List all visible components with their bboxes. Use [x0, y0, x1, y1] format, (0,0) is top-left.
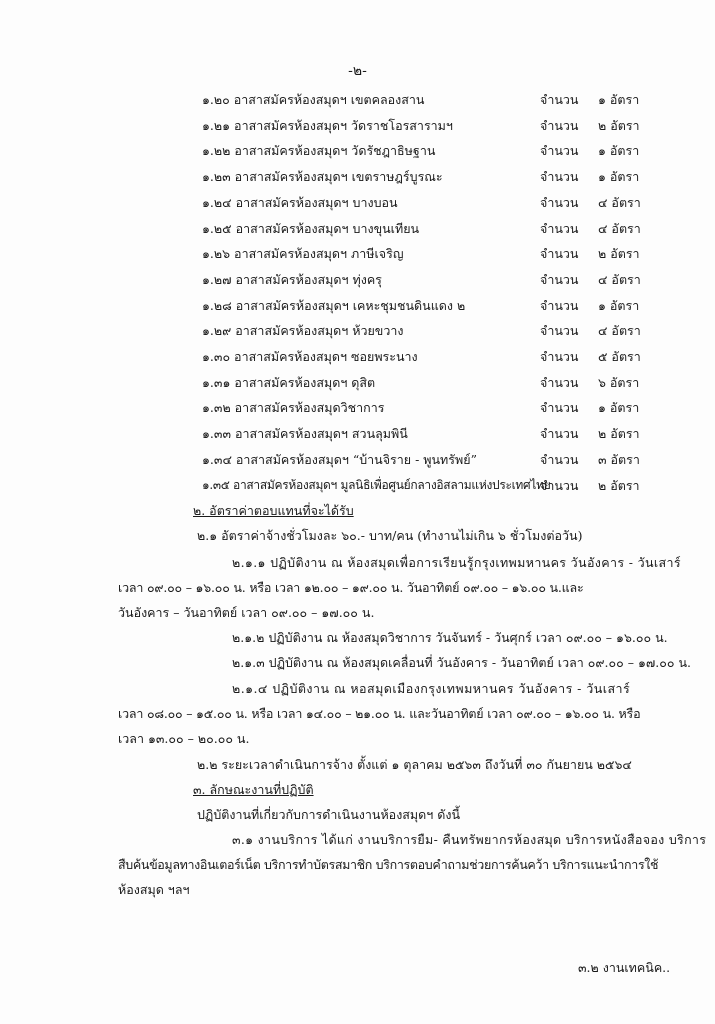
- work-schedule-2-1-1-line2: เวลา ๐๙.๐๐ – ๑๖.๐๐ น. หรือ เวลา ๑๒.๐๐ – ๑๙.๐๐ น. วันอาทิตย์ ๐๙.๐๐ – ๑๖.๐๐ น.และ: [118, 580, 584, 595]
- service-work-line2: สืบค้นข้อมูลทางอินเตอร์เน็ต บริการทำบัตรสมาชิก บริการตอบคำถามช่วยการค้นคว้า บริการแนะนำการใช้: [118, 857, 659, 872]
- service-work-line1: ๓.๑ งานบริการ ได้แก่ งานบริการยืม- คืนทรัพยากรห้องสมุด บริการหนังสือจอง บริการ: [232, 832, 707, 847]
- item-label: ๑.๓๓ อาสาสมัครห้องสมุดฯ สวนลุมพินี: [202, 426, 408, 441]
- item-count-word: จำนวน: [540, 375, 579, 390]
- item-label: ๑.๓๔ อาสาสมัครห้องสมุดฯ “บ้านจิราย - พูนทรัพย์”: [202, 452, 477, 467]
- item-count: ๕ อัตรา: [598, 349, 641, 364]
- section-3-intro: ปฏิบัติงานที่เกี่ยวกับการดำเนินงานห้องสมุดฯ ดังนี้: [197, 807, 461, 822]
- item-count-word: จำนวน: [540, 272, 579, 287]
- continuation-marker: ๓.๒ งานเทคนิค..: [578, 960, 671, 975]
- section-2-heading: ๒. อัตราค่าตอบแทนที่จะได้รับ: [193, 503, 354, 518]
- item-count-word: จำนวน: [540, 118, 579, 133]
- item-label: ๑.๒๙ อาสาสมัครห้องสมุดฯ ห้วยขวาง: [202, 323, 404, 338]
- service-work-line3: ห้องสมุด ฯลฯ: [118, 882, 190, 897]
- item-label: ๑.๒๑ อาสาสมัครห้องสมุดฯ วัดราชโอรสารามฯ: [202, 118, 453, 133]
- item-count-word: จำนวน: [540, 169, 579, 184]
- section-3-heading: ๓. ลักษณะงานที่ปฏิบัติ: [193, 782, 314, 797]
- item-count: ๒ อัตรา: [598, 426, 640, 441]
- item-count: ๒ อัตรา: [598, 478, 640, 493]
- item-count: ๔ อัตรา: [598, 195, 641, 210]
- work-schedule-2-1-2: ๒.๑.๒ ปฏิบัติงาน ณ ห้องสมุดวิชาการ วันจันทร์ - วันศุกร์ เวลา ๐๙.๐๐ – ๑๖.๐๐ น.: [232, 630, 668, 645]
- contract-period: ๒.๒ ระยะเวลาดำเนินการจ้าง ตั้งแต่ ๑ ตุลาคม ๒๕๖๓ ถึงวันที่ ๓๐ กันยายน ๒๕๖๔: [197, 757, 632, 772]
- item-count: ๖ อัตรา: [598, 375, 640, 390]
- item-count: ๑ อัตรา: [598, 400, 640, 415]
- item-count-word: จำนวน: [540, 478, 579, 493]
- item-count: ๔ อัตรา: [598, 323, 641, 338]
- page-number: -๒-: [348, 63, 367, 79]
- work-schedule-2-1-4: ๒.๑.๔ ปฏิบัติงาน ณ หอสมุดเมืองกรุงเทพมหานคร วันอังคาร - วันเสาร์: [232, 681, 631, 696]
- item-label: ๑.๒๔ อาสาสมัครห้องสมุดฯ บางบอน: [202, 195, 398, 210]
- item-count: ๑ อัตรา: [598, 92, 640, 107]
- item-count: ๑ อัตรา: [598, 298, 640, 313]
- item-count-word: จำนวน: [540, 298, 579, 313]
- work-schedule-2-1-1: ๒.๑.๑ ปฏิบัติงาน ณ ห้องสมุดเพื่อการเรียนรู้กรุงเทพมหานคร วันอังคาร - วันเสาร์: [232, 555, 681, 570]
- item-label: ๑.๒๘ อาสาสมัครห้องสมุดฯ เคหะชุมชนดินแดง ๒: [202, 298, 466, 313]
- item-count: ๑ อัตรา: [598, 143, 640, 158]
- item-label: ๑.๒๓ อาสาสมัครห้องสมุดฯ เขตราษฎร์บูรณะ: [202, 169, 443, 184]
- item-count-word: จำนวน: [540, 221, 579, 236]
- item-label: ๑.๒๗ อาสาสมัครห้องสมุดฯ ทุ่งครุ: [202, 272, 382, 287]
- item-count: ๒ อัตรา: [598, 246, 640, 261]
- rate-per-hour: ๒.๑ อัตราค่าจ้างชั่วโมงละ ๖๐.- บาท/คน (ทำงานไม่เกิน ๖ ชั่วโมงต่อวัน): [197, 528, 583, 543]
- item-count: ๑ อัตรา: [598, 169, 640, 184]
- work-schedule-2-1-4-line2: เวลา ๐๘.๐๐ – ๑๕.๐๐ น. หรือ เวลา ๑๔.๐๐ – ๒๑.๐๐ น. และวันอาทิตย์ เวลา ๐๙.๐๐ – ๑๖.๐๐ น. หรือ: [118, 706, 641, 721]
- work-schedule-2-1-3: ๒.๑.๓ ปฏิบัติงาน ณ ห้องสมุดเคลื่อนที่ วันอังคาร - วันอาทิตย์ เวลา ๐๙.๐๐ – ๑๗.๐๐ น.: [232, 655, 692, 670]
- item-count-word: จำนวน: [540, 246, 579, 261]
- item-count: ๔ อัตรา: [598, 221, 641, 236]
- item-label: ๑.๓๐ อาสาสมัครห้องสมุดฯ ซอยพระนาง: [202, 349, 418, 364]
- work-schedule-2-1-1-line3: วันอังคาร – วันอาทิตย์ เวลา ๐๙.๐๐ – ๑๗.๐๐ น.: [118, 605, 375, 620]
- item-count-word: จำนวน: [540, 92, 579, 107]
- item-count-word: จำนวน: [540, 323, 579, 338]
- item-label: ๑.๓๑ อาสาสมัครห้องสมุดฯ ดุสิต: [202, 375, 376, 390]
- work-schedule-2-1-4-line3: เวลา ๑๓.๐๐ – ๒๐.๐๐ น.: [118, 731, 250, 746]
- item-count-word: จำนวน: [540, 349, 579, 364]
- item-label: ๑.๓๒ อาสาสมัครห้องสมุดวิชาการ: [202, 400, 385, 415]
- item-label: ๑.๒๒ อาสาสมัครห้องสมุดฯ วัดรัชฎาธิษฐาน: [202, 143, 436, 158]
- item-count: ๓ อัตรา: [598, 452, 640, 467]
- item-count: ๔ อัตรา: [598, 272, 641, 287]
- item-label: ๑.๓๕ อาสาสมัครห้องสมุดฯ มูลนิธิเพื่อศูนย์กลางอิสลามแห่งประเทศไทย: [202, 478, 551, 492]
- item-count-word: จำนวน: [540, 400, 579, 415]
- item-count-word: จำนวน: [540, 426, 579, 441]
- item-count-word: จำนวน: [540, 143, 579, 158]
- item-label: ๑.๒๕ อาสาสมัครห้องสมุดฯ บางขุนเทียน: [202, 221, 420, 236]
- item-label: ๑.๒๐ อาสาสมัครห้องสมุดฯ เขตคลองสาน: [202, 92, 425, 107]
- item-count-word: จำนวน: [540, 452, 579, 467]
- item-count-word: จำนวน: [540, 195, 579, 210]
- item-count: ๒ อัตรา: [598, 118, 640, 133]
- item-label: ๑.๒๖ อาสาสมัครห้องสมุดฯ ภาษีเจริญ: [202, 246, 404, 261]
